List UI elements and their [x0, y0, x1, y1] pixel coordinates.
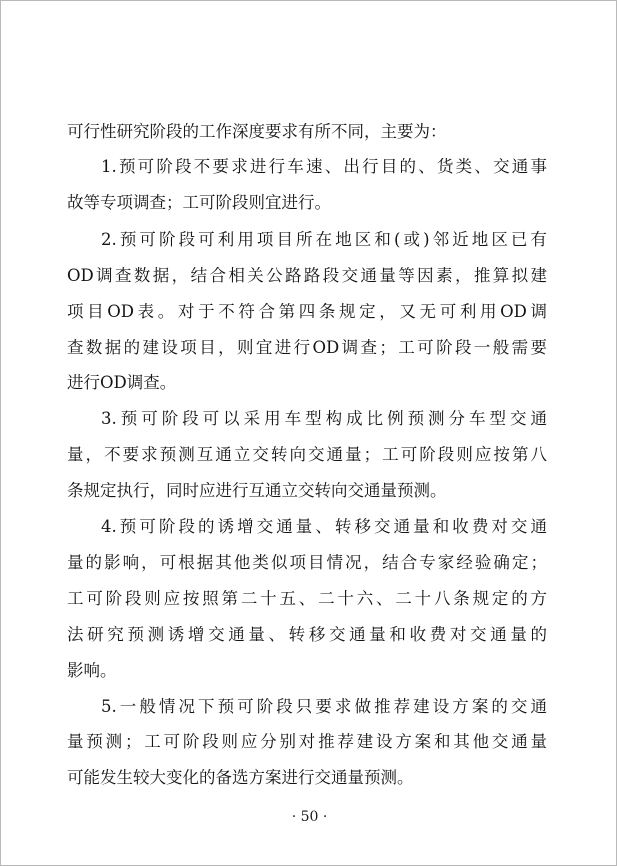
item-5-line-2: 量预测；工可阶段则应分别对推荐建设方案和其他交通量 [67, 732, 547, 751]
item-4-line-5: 影响。 [67, 661, 117, 680]
item-5-line-3: 可能发生较大变化的备选方案进行交通量预测。 [67, 768, 414, 787]
item-4-line-4: 法研究预测诱增交通量、转移交通量和收费对交通量的 [67, 625, 547, 644]
intro-line: 可行性研究阶段的工作深度要求有所不同，主要为： [67, 122, 447, 141]
item-3-line-3: 条规定执行，同时应进行互通立交转向交通量预测。 [67, 481, 447, 500]
item-3-line-1: 3.预可阶段可以采用车型构成比例预测分车型交通 [101, 409, 547, 428]
item-2-line-3: 项目OD表。对于不符合第四条规定，又无可利用OD调 [67, 302, 547, 321]
item-2-line-4: 查数据的建设项目，则宜进行OD调查；工可阶段一般需要 [67, 338, 547, 357]
item-2-line-1: 2.预可阶段可利用项目所在地区和(或)邻近地区已有 [101, 230, 547, 249]
item-3-line-2: 量，不要求预测互通立交转向交通量；工可阶段则应按第八 [67, 445, 547, 464]
item-4-line-3: 工可阶段则应按照第二十五、二十六、二十八条规定的方 [67, 589, 547, 608]
item-1-line-2: 故等专项调查；工可阶段则宜进行。 [67, 193, 331, 212]
item-5-line-1: 5.一般情况下预可阶段只要求做推荐建设方案的交通 [101, 697, 547, 716]
item-1-line-1: 1.预可阶段不要求进行车速、出行目的、货类、交通事 [101, 157, 547, 176]
item-2-line-2: OD调查数据，结合相关公路路段交通量等因素，推算拟建 [67, 266, 547, 285]
item-4-line-2: 量的影响，可根据其他类似项目情况，结合专家经验确定； [67, 553, 547, 572]
item-2-line-5: 进行OD调查。 [67, 373, 177, 392]
item-4-line-1: 4.预可阶段的诱增交通量、转移交通量和收费对交通 [101, 517, 547, 536]
page-number: · 50 · [291, 809, 328, 825]
